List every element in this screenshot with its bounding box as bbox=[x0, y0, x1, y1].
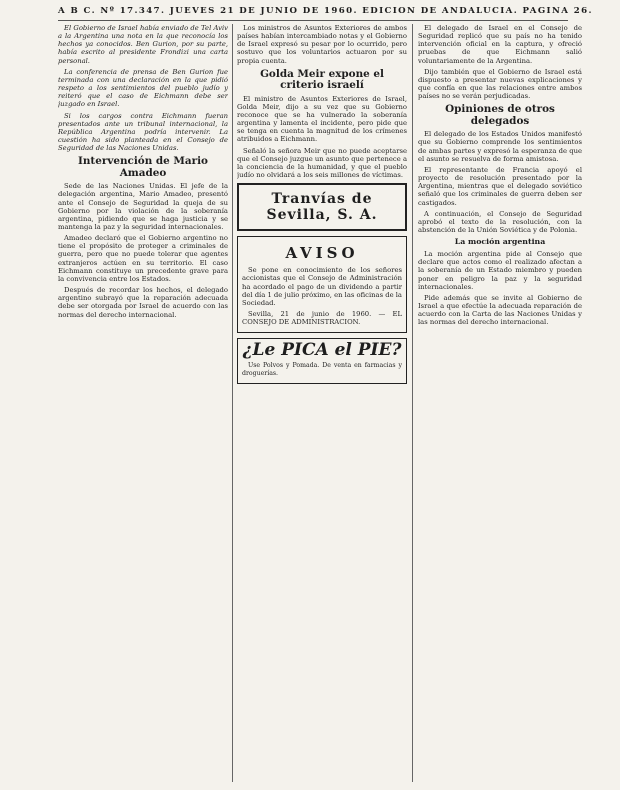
paragraph: El ministro de Asuntos Exteriores de Israel, Golda Meir, dijo a su vez que su Gobierno reconoce que se ha vulnerado la soberanía argentina y lamenta el incidente, pero pide que se tenga en cuenta la magnitud de los crímenes atribuidos a Eichmann. bbox=[237, 94, 407, 144]
advert-signature: Sevilla, 21 de junio de 1960. — EL CONSEJO DE ADMINISTRACION. bbox=[242, 310, 402, 327]
paragraph: El delegado de los Estados Unidos manifestó que su Gobierno comprende los sentimientos de ambas partes y expresó la esperanza de que el asunto se resuelva de forma amistosa. bbox=[418, 130, 582, 163]
paragraph: Si los cargos contra Eichmann fueran presentados ante un tribunal internacional, la República Argentina podría intervenir. La cuestión ha sido planteada en el Consejo de Seguridad de las Naciones Unidas. bbox=[58, 111, 228, 153]
column-rule bbox=[412, 24, 413, 782]
column-rule bbox=[232, 24, 233, 782]
advert-heading: ¿Le PICA el PIE? bbox=[242, 340, 402, 361]
paragraph: Después de recordar los hechos, el delegado argentino subrayó que la reparación adecuada debe ser otorgada por Israel de acuerdo con las normas del derecho internacional. bbox=[58, 286, 228, 319]
paragraph: Dijo también que el Gobierno de Israel está dispuesto a presentar nuevas explicaciones y que confía en que las relaciones entre ambos países no se verán perjudicadas. bbox=[418, 67, 582, 101]
column-3 bbox=[418, 24, 582, 782]
advert-box bbox=[237, 338, 407, 384]
paragraph: El Gobierno de Israel había enviado de Tel Aviv a la Argentina una nota en la que reconocía los hechos ya conocidos. Ben Gurion, por su parte, había escrito al presidente Frondizi una carta personal. bbox=[58, 24, 228, 65]
paragraph: El delegado de Israel en el Consejo de Seguridad replicó que su país no ha tenido intervención oficial en la captura, y ofreció pruebas de que Eichmann salió voluntariamente de la Argentina. bbox=[418, 24, 582, 65]
section-subheading: La moción argentina bbox=[454, 237, 546, 247]
advert-text: Use Polvos y Pomada. De venta en farmacias y droguerías. bbox=[242, 362, 402, 377]
section-heading: Golda Meir expone el criterio israelí bbox=[260, 67, 384, 92]
advert-heading: AVISO bbox=[285, 244, 359, 263]
masthead: A B C. Nº 17.347. JUEVES 21 DE JUNIO DE 1960. EDICION DE ANDALUCIA. PAGINA 26. bbox=[58, 6, 568, 21]
advert-box bbox=[237, 236, 407, 333]
advert-title: Tranvías de Sevilla, S. A. bbox=[237, 183, 407, 231]
column-1 bbox=[58, 24, 228, 782]
column-2 bbox=[237, 24, 407, 782]
paragraph: Sede de las Naciones Unidas. El jefe de la delegación argentina, Mario Amadeo, presentó ante el Consejo de Seguridad la queja de su Gobierno por la violación de la soberanía argentina, pidiendo que se haga justicia y se mantenga la paz y la seguridad internacionales. bbox=[58, 182, 228, 231]
paragraph: El representante de Francia apoyó el proyecto de resolución presentado por la Argentina, mientras que el delegado soviético señaló que los criminales de guerra deben ser castigados. bbox=[418, 165, 582, 207]
paragraph: La conferencia de prensa de Ben Gurion fue terminada con una declaración en la que pidió respeto a los sentimientos del pueblo judío y reiteró que el caso de Eichmann debe ser juzgado en Israel. bbox=[58, 67, 228, 109]
section-heading: Opiniones de otros delegados bbox=[445, 103, 555, 127]
paragraph: Los ministros de Asuntos Exteriores de ambos países habían intercambiado notas y el Gobierno de Israel expresó su pesar por lo ocurrido, pero sostuvo que los voluntarios actuaron por su propia cuenta. bbox=[237, 24, 407, 65]
paragraph: La moción argentina pide al Consejo que declare que actos como el realizado afectan a la soberanía de un Estado miembro y pueden poner en peligro la paz y la seguridad internacionales. bbox=[418, 250, 582, 291]
paragraph: Señaló la señora Meir que no puede aceptarse que el Consejo juzgue un asunto que pertenece a la conciencia de la humanidad, y que el pueblo judío no olvidará a los seis millones de víctimas. bbox=[237, 146, 407, 180]
section-heading: Intervención de Mario Amadeo bbox=[78, 155, 208, 179]
paragraph: A continuación, el Consejo de Seguridad aprobó el texto de la resolución, con la abstención de la Unión Soviética y de Polonia. bbox=[418, 209, 582, 234]
advert-text: Se pone en conocimiento de los señores accionistas que el Consejo de Administración ha acordado el pago de un dividendo a partir del día 1 de julio próximo, en las oficinas de la Sociedad. bbox=[242, 266, 402, 307]
paragraph: Amadeo declaró que el Gobierno argentino no tiene el propósito de proteger a criminales de guerra, pero que no puede tolerar que agentes extranjeros actúen en su territorio. El caso Eichmann constituye un precedente grave para la convivencia entre los Estados. bbox=[58, 234, 228, 283]
paragraph: Pide además que se invite al Gobierno de Israel a que efectúe la adecuada reparación de acuerdo con la Carta de las Naciones Unidas y las normas del derecho internacional. bbox=[418, 293, 582, 327]
